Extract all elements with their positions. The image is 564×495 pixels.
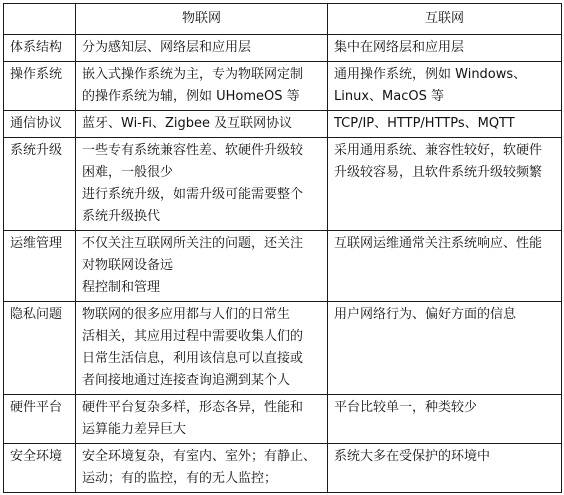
row-label-cell: 隐私问题 xyxy=(4,302,76,395)
table-body xyxy=(4,35,562,493)
iot-cell-line: 运动；有的监控，有的无人监控； xyxy=(82,471,278,486)
internet-cell-line: TCP/IP、HTTP/HTTPs、MQTT xyxy=(334,116,515,131)
internet-cell-line: 平台比较单一，种类较少 xyxy=(334,400,478,415)
iot-cell-line: 者间接地通过连接查询追溯到某个人 xyxy=(82,373,291,388)
row-label-cell: 系统升级 xyxy=(4,138,76,231)
iot-cell-line: 日常生活信息，利用该信息可以直接或 xyxy=(82,351,304,366)
internet-cell-line: 系统大多在受保护的环境中 xyxy=(334,449,491,464)
internet-cell xyxy=(328,395,562,444)
internet-cell xyxy=(328,138,562,231)
row-label-cell: 安全环境 xyxy=(4,444,76,493)
internet-cell-line: 采用通用系统、兼容性较好，软硬件 xyxy=(334,143,543,158)
iot-cell xyxy=(76,231,328,302)
iot-cell-line: 不仅关注互联网所关注的问题，还关注 xyxy=(82,236,304,251)
iot-cell xyxy=(76,302,328,395)
table-row xyxy=(4,62,562,111)
row-label-cell: 运维管理 xyxy=(4,231,76,302)
table-row xyxy=(4,302,562,395)
iot-cell-line: 运算能力差异巨大 xyxy=(82,422,187,437)
iot-cell-line: 进行系统升级，如需升级可能需要整个 xyxy=(82,187,304,202)
internet-cell-line: Linux、MacOS 等 xyxy=(334,89,444,104)
iot-cell-line: 困难，一般很少 xyxy=(82,165,174,180)
table-row xyxy=(4,231,562,302)
internet-cell-line: 用户网络行为、偏好方面的信息 xyxy=(334,307,517,322)
internet-cell xyxy=(328,444,562,493)
table-row xyxy=(4,444,562,493)
internet-cell xyxy=(328,231,562,302)
iot-cell-line: 嵌入式操作系统为主，专为物联网定制 xyxy=(82,67,304,82)
internet-cell-line: 升级较容易，且软件系统升级较频繁 xyxy=(334,165,543,180)
row-label-cell: 硬件平台 xyxy=(4,395,76,444)
header-internet: 互联网 xyxy=(328,4,562,35)
iot-cell-line: 蓝牙、Wi-Fi、Zigbee 及互联网协议 xyxy=(82,116,293,131)
iot-cell-line: 安全环境复杂，有室内、室外；有静止、 xyxy=(82,449,317,464)
row-label-cell: 操作系统 xyxy=(4,62,76,111)
iot-cell xyxy=(76,395,328,444)
iot-cell xyxy=(76,111,328,138)
header-iot: 物联网 xyxy=(76,4,328,35)
table-row xyxy=(4,111,562,138)
row-label-cell: 通信协议 xyxy=(4,111,76,138)
iot-cell-line: 物联网的很多应用都与人们的日常生 xyxy=(82,307,291,322)
iot-cell-line: 一些专有系统兼容性差、软硬件升级较 xyxy=(82,143,304,158)
comparison-table xyxy=(3,3,562,493)
internet-cell-line: 互联网运维通常关注系统响应、性能 xyxy=(334,236,543,251)
table-row xyxy=(4,35,562,62)
header-corner-cell xyxy=(4,4,76,35)
iot-cell-line: 的操作系统为辅，例如 UHomeOS 等 xyxy=(82,89,300,104)
iot-cell-line: 系统升级换代 xyxy=(82,209,161,224)
internet-cell xyxy=(328,302,562,395)
table-row xyxy=(4,138,562,231)
internet-cell xyxy=(328,35,562,62)
iot-cell-line: 程控制和管理 xyxy=(82,280,161,295)
internet-cell xyxy=(328,111,562,138)
iot-cell-line: 分为感知层、网络层和应用层 xyxy=(82,40,252,55)
iot-cell xyxy=(76,444,328,493)
iot-cell xyxy=(76,138,328,231)
iot-cell-line: 对物联网设备远 xyxy=(82,258,174,273)
iot-cell xyxy=(76,35,328,62)
row-label-cell: 体系结构 xyxy=(4,35,76,62)
iot-cell-line: 活相关，其应用过程中需要收集人们的 xyxy=(82,329,304,344)
table-row xyxy=(4,395,562,444)
internet-cell-line: 通用操作系统，例如 Windows、 xyxy=(334,67,527,82)
table-header xyxy=(4,4,562,35)
internet-cell xyxy=(328,62,562,111)
header-row xyxy=(4,4,562,35)
internet-cell-line: 集中在网络层和应用层 xyxy=(334,40,465,55)
iot-cell-line: 硬件平台复杂多样，形态各异，性能和 xyxy=(82,400,304,415)
iot-cell xyxy=(76,62,328,111)
